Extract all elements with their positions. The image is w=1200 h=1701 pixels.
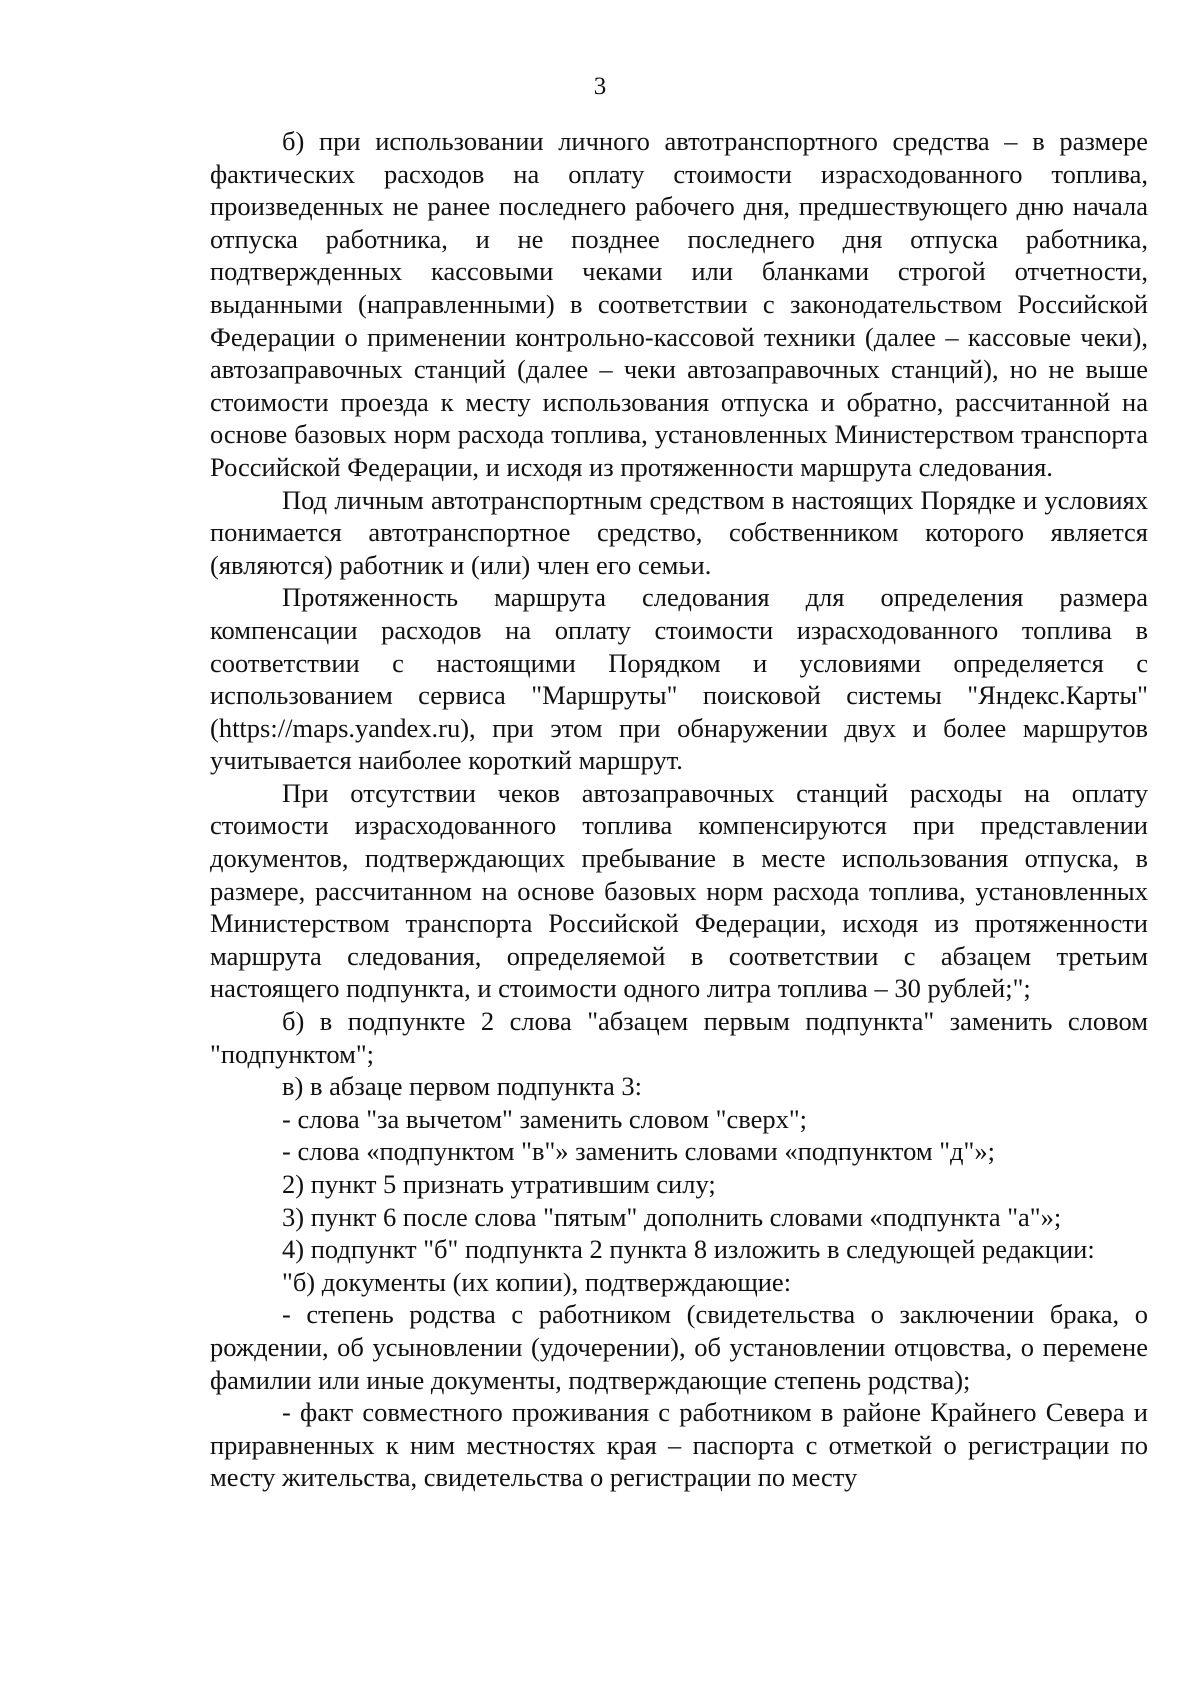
document-body	[210, 125, 1148, 1494]
paragraph-point-2: 2) пункт 5 признать утратившим силу;	[282, 1169, 716, 1199]
page-number: 3	[593, 73, 607, 100]
paragraph-amendment-v-item-2: - слова «подпунктом "в"» заменить словами «подпунктом "д"»;	[282, 1136, 995, 1167]
paragraph-documents-heading: "б) документы (их копии), подтверждающие:	[282, 1266, 792, 1297]
paragraph-point-4: 4) подпункт "б" подпункта 2 пункта 8 изложить в следующей редакции:	[282, 1234, 1095, 1265]
paragraph-route-length: Протяженность маршрута следования для определения размера компенсации расходов на оплату стоимости израсходованного топлива в соответствии с настоящими Порядком и условиями определяется с использованием сервиса "Маршруты" поисковой системы "Яндекс.Карты" (https://maps.yandex.ru), при этом при обнаружении двух и более маршрутов учитывается наиболее короткий маршрут.	[210, 582, 1148, 776]
paragraph-no-receipts: При отсутствии чеков автозаправочных станций расходы на оплату стоимости израсходованного топлива компенсируются при представлении документов, подтверждающих пребывание в месте использования отпуска, в размере, рассчитанном на основе базовых норм расхода топлива, установленных Министерством транспорта Российской Федерации, исходя из протяженности маршрута следования, определяемой в соответствии с абзацем третьим настоящего подпункта, и стоимости одного литра топлива – 30 рублей;";	[210, 777, 1148, 1004]
paragraph-kinship: - степень родства с работником (свидетельства о заключении брака, о рождении, об усыновлении (удочерении), об установлении отцовства, о перемене фамилии или иные документы, подтверждающие степень родства);	[210, 1299, 1148, 1395]
paragraph-fuel-compensation: б) при использовании личного автотранспортного средства – в размере фактических расходов на оплату стоимости израсходованного топлива, произведенных не ранее последнего рабочего дня, предшествующего дню начала отпуска работника, и не позднее последнего дня отпуска работника, подтвержденных кассовыми чеками или бланками строгой отчетности, выданными (направленными) в соответствии с законодательством Российской Федерации о применении контрольно-кассовой техники (далее – кассовые чеки), автозаправочных станций (далее – чеки автозаправочных станций), но не выше стоимости проезда к месту использования отпуска и обратно, рассчитанной на основе базовых норм расхода топлива, установленных Министерством транспорта Российской Федерации, и исходя из протяженности маршрута следования.	[210, 126, 1148, 482]
paragraph-point-3: 3) пункт 6 после слова "пятым" дополнить словами «подпункта "а"»;	[282, 1201, 1062, 1232]
paragraph-amendment-b: б) в подпункте 2 слова "абзацем первым подпункта" заменить словом "подпунктом";	[210, 1006, 1148, 1069]
paragraph-amendment-v-item-1: - слова "за вычетом" заменить словом "сверх";	[282, 1103, 808, 1134]
paragraph-cohabitation: - факт совместного проживания с работником в районе Крайнего Севера и приравненных к ним местностях края – паспорта с отметкой о регистрации по месту жительства, свидетельства о регистрации по месту	[210, 1397, 1148, 1493]
paragraph-personal-vehicle-definition: Под личным автотранспортным средством в настоящих Порядке и условиях понимается автотранспортное средство, собственником которого является (являются) работник и (или) член его семьи.	[210, 484, 1148, 580]
paragraph-amendment-v: в) в абзаце первом подпункта 3:	[282, 1071, 643, 1102]
